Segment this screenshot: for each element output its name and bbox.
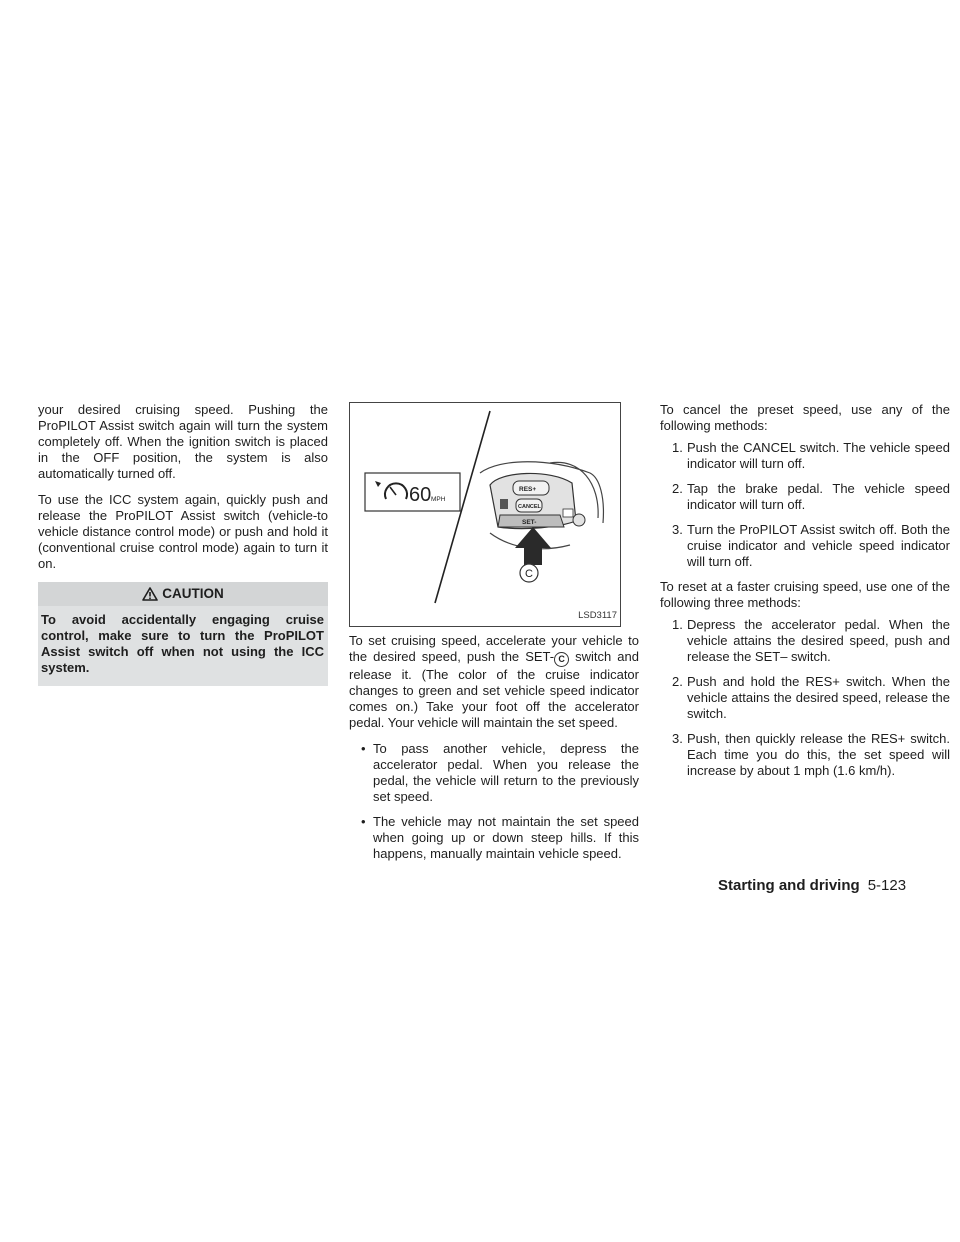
list-text: Push, then quickly release the RES+ switch. Each time you do this, the set speed will increase by about 1 mph (1.6 km/h).: [687, 731, 950, 778]
middle-column: [349, 402, 639, 871]
list-number: 1.: [672, 617, 683, 632]
list-text: Push and hold the RES+ switch. When the vehicle attains the desired speed, release the switch.: [687, 674, 950, 721]
list-text: Depress the accelerator pedal. When the vehicle attains the desired speed, push and release the SET– switch.: [687, 617, 950, 664]
paragraph-text: switch and release it. (The color of the cruise indicator changes to green and set vehicle speed indicator comes on.) Take your foot off the accelerator pedal. Your vehicle will maintain the set speed.: [349, 649, 639, 730]
figure-code: LSD3117: [578, 610, 617, 621]
paragraph-text: To set cruising speed, accelerate your vehicle to the desired speed, push the SET-: [349, 633, 639, 664]
list-text: Push the CANCEL switch. The vehicle speed indicator will turn off.: [687, 440, 950, 471]
res-button-label: RES+: [519, 486, 537, 493]
page-number: 5-123: [867, 877, 907, 894]
list-number: 2.: [672, 481, 683, 496]
left-column: [38, 402, 328, 686]
arrow-up-icon: [515, 527, 551, 565]
page-footer: [718, 878, 906, 894]
list-text: Turn the ProPILOT Assist switch off. Both the cruise indicator and vehicle speed indicator will turn off.: [687, 522, 950, 569]
list-number: 3.: [672, 731, 683, 746]
list-item: [672, 731, 950, 779]
section-title: Starting and driving: [718, 877, 860, 894]
callout-c-icon: C: [554, 652, 569, 667]
right-column: [660, 402, 950, 788]
set-button-label: SET-: [522, 519, 537, 526]
paragraph: your desired cruising speed. Pushing the ProPILOT Assist switch again will turn the system completely off. When the ignition switch is placed in the OFF position, the system is also automatically turned off.: [38, 402, 328, 481]
paragraph: [349, 633, 639, 731]
list-item: • To pass another vehicle, depress the accelerator pedal. When you release the pedal, the vehicle will return to the previously set speed.: [361, 741, 639, 805]
cancel-button-label: CANCEL: [518, 504, 541, 510]
list-item: [672, 481, 950, 513]
list-number: 2.: [672, 674, 683, 689]
list-item: [672, 440, 950, 472]
list-item: [672, 617, 950, 665]
paragraph: To reset at a faster cruising speed, use one of the following three methods:: [660, 579, 950, 610]
list-number: 3.: [672, 522, 683, 537]
warning-icon: [142, 587, 158, 601]
steering-switch-figure: [349, 402, 621, 627]
list-item: [672, 674, 950, 722]
caution-text: To avoid accidentally engaging cruise control, make sure to turn the ProPILOT Assist switch off when not using the ICC system.: [41, 612, 324, 675]
bullet-list: [349, 741, 639, 862]
caution-title: CAUTION: [162, 586, 224, 601]
speed-value: 60: [409, 484, 432, 506]
callout-label: C: [525, 568, 533, 580]
list-number: 1.: [672, 440, 683, 455]
caution-box: [38, 582, 328, 686]
paragraph: To use the ICC system again, quickly push and release the ProPILOT Assist switch (vehicle-to vehicle distance control mode) or push and hold it (conventional cruise control mode) again to turn it on.: [38, 492, 328, 571]
list-item: • The vehicle may not maintain the set speed when going up or down steep hills. If this happens, manually maintain vehicle speed.: [361, 814, 639, 862]
caution-header: [38, 582, 328, 606]
speed-unit: MPH: [431, 496, 446, 503]
list-text: Tap the brake pedal. The vehicle speed indicator will turn off.: [687, 481, 950, 512]
numbered-list: [660, 440, 950, 570]
steering-switch-illustration: [350, 403, 620, 626]
paragraph: To cancel the preset speed, use any of the following methods:: [660, 402, 950, 433]
list-item: [672, 522, 950, 570]
numbered-list: [660, 617, 950, 779]
speedometer-icon: [375, 481, 407, 499]
